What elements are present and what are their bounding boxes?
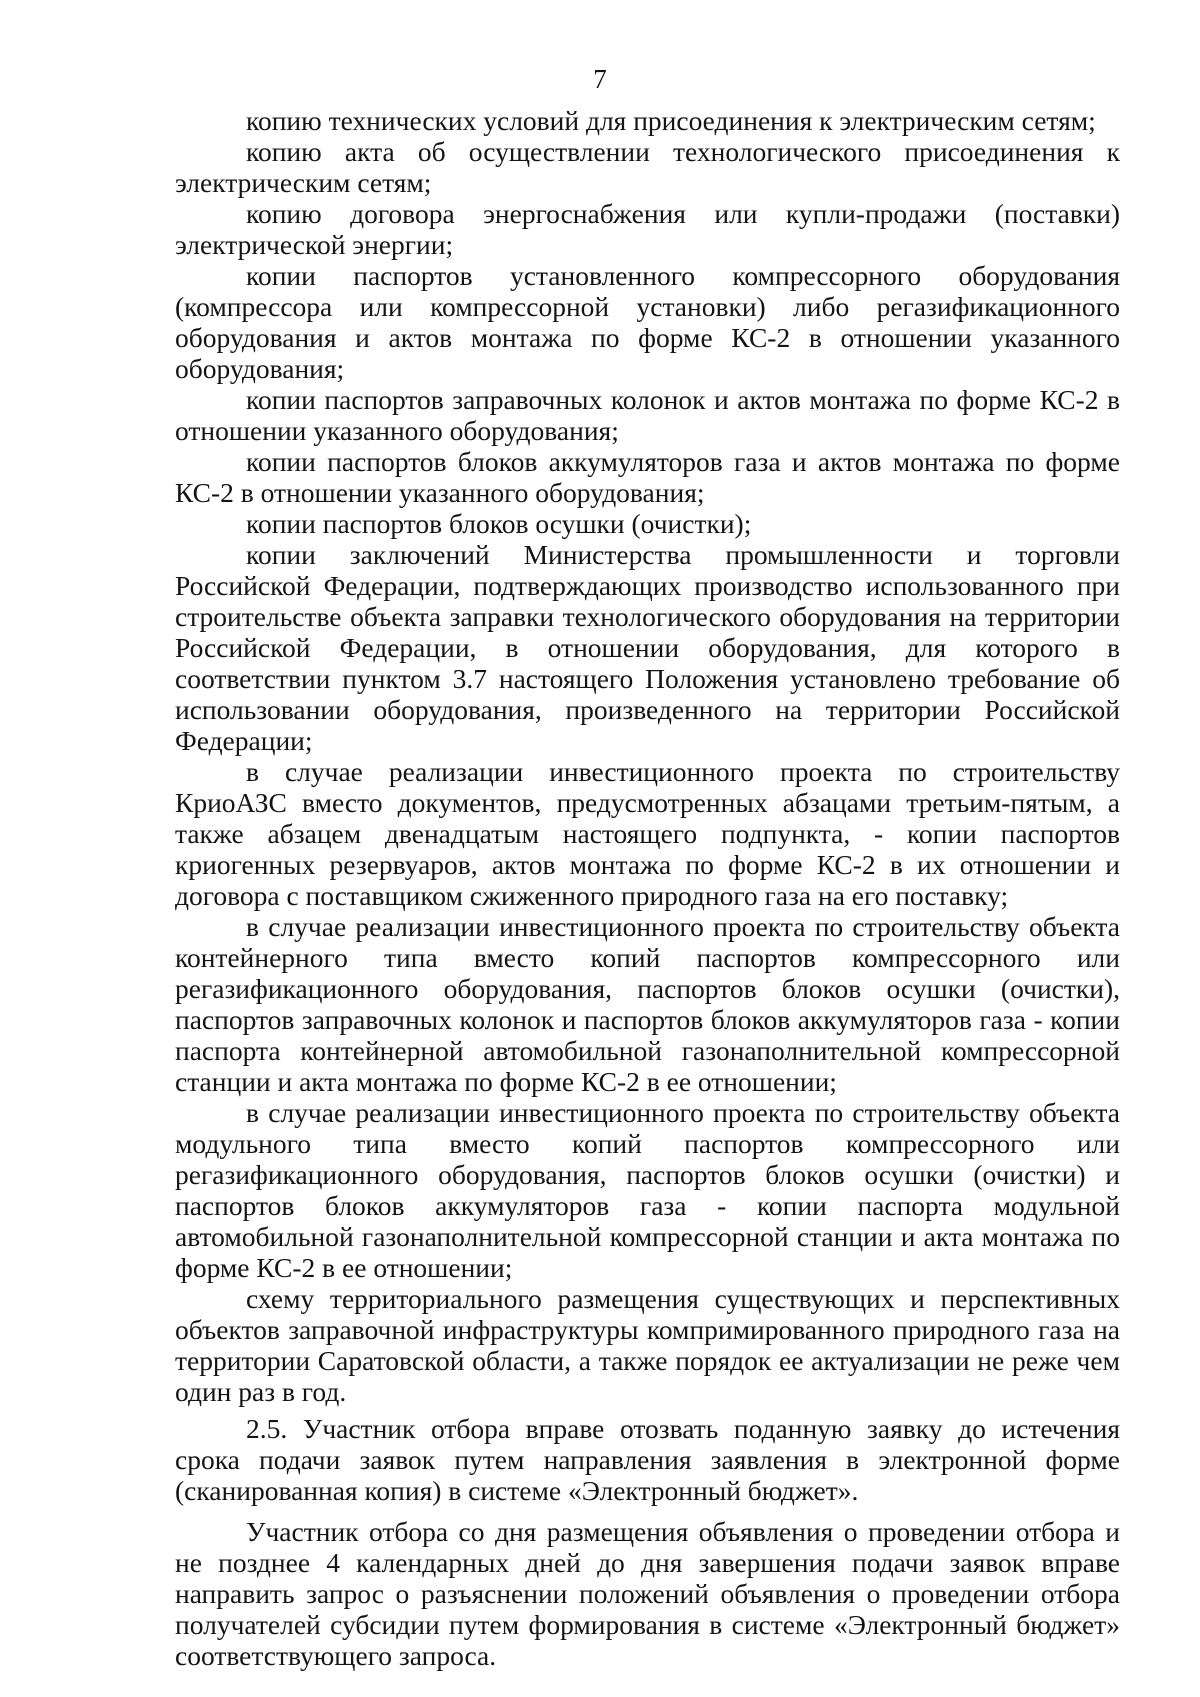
paragraph-connection-act-copy: копию акта об осуществлении технологического присоединения к электрическим сетям; (175, 136, 1120, 198)
document-body (175, 105, 1120, 1671)
paragraph-drying-unit-passports: копии паспортов блоков осушки (очистки); (246, 508, 752, 539)
paragraph-modular-type-case: в случае реализации инвестиционного проекта по строительству объекта модульного типа вместо копий паспортов компрессорного или регазификационного оборудования, паспортов блоков осушки (очистки) и паспортов блоков аккумуляторов газа - копии паспорта модульной автомобильной газонаполнительной компрессорной станции и акта монтажа по форме КС-2 в ее отношении; (175, 1097, 1120, 1283)
paragraph-tech-conditions-copy: копию технических условий для присоединения к электрическим сетям; (246, 105, 1096, 136)
paragraph-ministry-conclusions: копии заключений Министерства промышленности и торговли Российской Федерации, подтверждающих производство использованного при строительстве объекта заправки технологического оборудования на территории Российской Федерации, в отношении оборудования, для которого в соответствии пунктом 3.7 настоящего Положения установлено требование об использовании оборудования, произведенного на территории Российской Федерации; (175, 539, 1120, 756)
paragraph-compressor-passports: копии паспортов установленного компрессорного оборудования (компрессора или компрессорной установки) либо регазификационного оборудования и актов монтажа по форме КС-2 в отношении указанного оборудования; (175, 260, 1120, 384)
paragraph-section-2-5: 2.5. Участник отбора вправе отозвать поданную заявку до истечения срока подачи заявок путем направления заявления в электронной форме (сканированная копия) в системе «Электронный бюджет». (175, 1413, 1120, 1506)
paragraph-energy-contract-copy: копию договора энергоснабжения или купли-продажи (поставки) электрической энергии; (175, 198, 1120, 260)
paragraph-clarification-request: Участник отбора со дня размещения объявления о проведении отбора и не позднее 4 календарных дней до дня завершения подачи заявок вправе направить запрос о разъяснении положений объявления о проведении отбора получателей субсидии путем формирования в системе «Электронный бюджет» соответствующего запроса. (175, 1516, 1120, 1671)
paragraph-dispenser-passports: копии паспортов заправочных колонок и актов монтажа по форме КС-2 в отношении указанного оборудования; (175, 384, 1120, 446)
paragraph-territorial-scheme: схему территориального размещения существующих и перспективных объектов заправочной инфраструктуры компримированного природного газа на территории Саратовской области, а также порядок ее актуализации не реже чем один раз в год. (175, 1283, 1120, 1407)
paragraph-gas-accumulator-passports: копии паспортов блоков аккумуляторов газа и актов монтажа по форме КС-2 в отношении указанного оборудования; (175, 446, 1120, 508)
paragraph-cryo-station-case: в случае реализации инвестиционного проекта по строительству КриоАЗС вместо документов, предусмотренных абзацами третьим-пятым, а также абзацем двенадцатым настоящего подпункта, - копии паспортов криогенных резервуаров, актов монтажа по форме КС-2 в их отношении и договора с поставщиком сжиженного природного газа на его поставку; (175, 756, 1120, 911)
paragraph-container-type-case: в случае реализации инвестиционного проекта по строительству объекта контейнерного типа вместо копий паспортов компрессорного или регазификационного оборудования, паспортов блоков осушки (очистки), паспортов заправочных колонок и паспортов блоков аккумуляторов газа - копии паспорта контейнерной автомобильной газонаполнительной компрессорной станции и акта монтажа по форме КС-2 в ее отношении; (175, 911, 1120, 1097)
page-number: 7 (593, 64, 607, 94)
